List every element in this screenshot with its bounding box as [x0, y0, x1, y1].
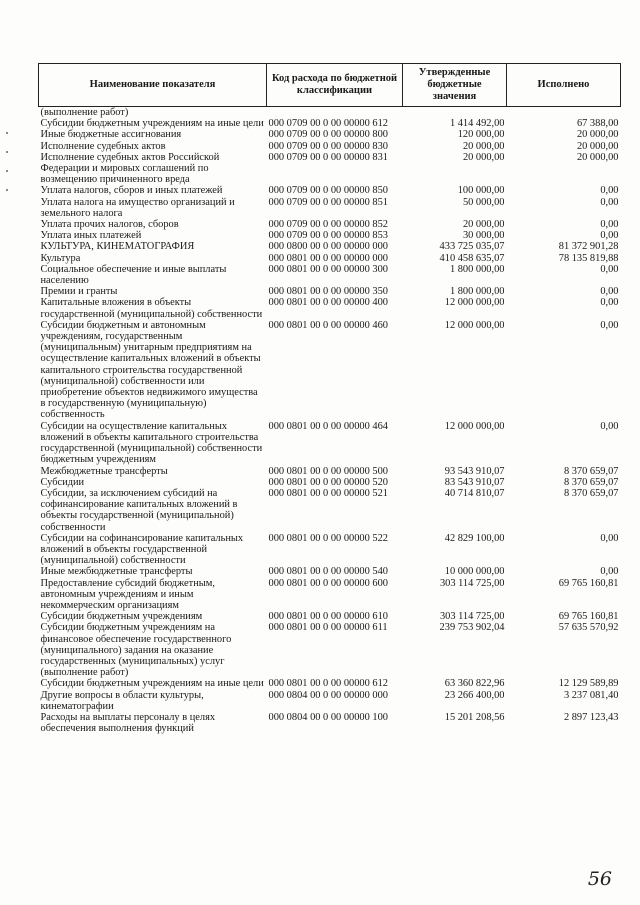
budget-table	[38, 63, 621, 734]
cell-executed: 0,00	[600, 230, 619, 242]
cell-approved: 30 000,00	[462, 230, 505, 242]
cell-name: Уплата иных платежей	[40, 230, 142, 242]
table-row	[39, 141, 621, 152]
cell-executed: 57 635 570,92	[558, 622, 619, 634]
cell-name: Субсидии бюджетным учреждениям	[40, 611, 203, 623]
cell-executed: 67 388,00	[576, 118, 619, 130]
table-row	[39, 578, 621, 612]
cell-approved: 12 000 000,00	[444, 297, 505, 309]
margin-mark	[6, 151, 8, 153]
cell-executed: 2 897 123,43	[563, 711, 619, 723]
cell-name: Иные межбюджетные трансферты	[40, 566, 193, 578]
cell-name: Премии и гранты	[40, 286, 118, 298]
cell-code: 000 0801 00 0 00 00000 610	[268, 611, 388, 623]
header-name: Наименование показателя	[39, 64, 267, 107]
cell-name: Другие вопросы в области культуры, кинематографии	[40, 689, 204, 712]
cell-executed: 78 135 819,88	[558, 252, 619, 264]
cell-executed: 81 372 901,28	[558, 241, 619, 253]
table-row	[39, 197, 621, 219]
cell-approved: 42 829 100,00	[444, 532, 505, 544]
table-row	[39, 241, 621, 252]
cell-name: Культура	[40, 252, 81, 264]
cell-approved: 12 000 000,00	[444, 319, 505, 331]
cell-executed: 8 370 659,07	[563, 487, 619, 499]
cell-code: 000 0801 00 0 00 00000 612	[268, 678, 388, 690]
cell-executed: 3 237 081,40	[563, 689, 619, 701]
cell-code: 000 0801 00 0 00 00000 460	[268, 319, 388, 331]
cell-executed: 0,00	[600, 219, 619, 231]
cell-executed: 20 000,00	[576, 129, 619, 141]
table-row	[39, 477, 621, 488]
cell-approved: 433 725 035,07	[439, 241, 505, 253]
cell-name: Субсидии бюджетным учреждениям на иные цели	[40, 678, 264, 690]
cell-name: Субсидии, за исключением субсидий на софинансирование капитальных вложений в объекты государственной (муниципальной) собственности	[40, 487, 238, 533]
cell-code: 000 0801 00 0 00 00000 300	[268, 263, 388, 275]
cell-name: Исполнение судебных актов	[40, 140, 166, 152]
cell-code: 000 0801 00 0 00 00000 350	[268, 286, 388, 298]
cell-approved: 12 000 000,00	[444, 420, 505, 432]
table-row	[39, 185, 621, 196]
table-row	[39, 230, 621, 241]
cell-name: Межбюджетные трансферты	[40, 465, 168, 477]
cell-approved: 20 000,00	[462, 140, 505, 152]
cell-approved: 40 714 810,07	[444, 487, 505, 499]
cell-name: Исполнение судебных актов Российской Федерации и мировых соглашений по возмещению причиненного вреда	[40, 151, 220, 186]
cell-approved: 20 000,00	[462, 219, 505, 231]
cell-code: 000 0709 00 0 00 00000 852	[268, 219, 388, 231]
cell-executed: 0,00	[600, 532, 619, 544]
cell-executed: 20 000,00	[576, 140, 619, 152]
cell-name: Субсидии бюджетным и автономным учреждениям, государственным (муниципальным) унитарным предприятиям на осуществление капитальных вложений в объекты капитального строительства государственной (муниципальной) собственности или приобретение объектов недвижимого имущества в государственную (муниципальную) собственность	[40, 319, 261, 421]
cell-name: Уплата прочих налогов, сборов	[40, 219, 179, 231]
cell-approved: 239 753 902,04	[439, 622, 505, 634]
cell-approved: 50 000,00	[462, 196, 505, 208]
cell-executed: 12 129 589,89	[558, 678, 619, 690]
cell-code: 000 0709 00 0 00 00000 831	[268, 151, 388, 163]
table-body	[39, 107, 621, 735]
cell-approved: 63 360 822,96	[444, 678, 505, 690]
cell-code: 000 0801 00 0 00 00000 521	[268, 487, 388, 499]
cell-approved	[403, 107, 507, 119]
cell-executed: 0,00	[600, 263, 619, 275]
cell-name: Субсидии бюджетным учреждениям на финансовое обеспечение государственного (муниципального) задания на оказание государственных (муниципальных) услуг (выполнение работ)	[40, 622, 232, 679]
cell-approved: 15 201 208,56	[444, 711, 505, 723]
cell-code: 000 0800 00 0 00 00000 000	[268, 241, 388, 253]
table-row	[39, 611, 621, 622]
cell-approved: 1 800 000,00	[449, 263, 505, 275]
cell-approved: 83 543 910,07	[444, 476, 505, 488]
cell-approved: 1 414 492,00	[449, 118, 505, 130]
cell-executed: 0,00	[600, 286, 619, 298]
cell-executed: 20 000,00	[576, 151, 619, 163]
table-row	[39, 253, 621, 264]
table-row	[39, 622, 621, 678]
cell-approved: 303 114 725,00	[439, 577, 505, 589]
cell-code: 000 0801 00 0 00 00000 611	[268, 622, 388, 634]
cell-name: Расходы на выплаты персоналу в целях обеспечения выполнения функций	[40, 711, 216, 735]
table-row	[39, 118, 621, 129]
cell-code: 000 0801 00 0 00 00000 540	[268, 566, 388, 578]
table-row	[39, 533, 621, 567]
header-code: Код расхода по бюджетной классификации	[267, 64, 403, 107]
table-row	[39, 712, 621, 734]
cell-executed: 0,00	[600, 566, 619, 578]
cell-name: КУЛЬТУРА, КИНЕМАТОГРАФИЯ	[40, 241, 195, 253]
cell-code: 000 0709 00 0 00 00000 853	[268, 230, 388, 242]
cell-name: Субсидии	[40, 476, 85, 488]
table-row	[39, 678, 621, 689]
table-row	[39, 421, 621, 466]
cell-executed: 69 765 160,81	[558, 577, 619, 589]
cell-code	[267, 107, 403, 119]
cell-approved: 20 000,00	[462, 151, 505, 163]
cell-executed: 0,00	[600, 297, 619, 309]
margin-mark	[6, 170, 8, 172]
cell-approved: 1 800 000,00	[449, 286, 505, 298]
cell-approved: 120 000,00	[457, 129, 505, 141]
cell-executed: 69 765 160,81	[558, 611, 619, 623]
cell-executed: 0,00	[600, 185, 619, 197]
cell-approved: 100 000,00	[457, 185, 505, 197]
table-row	[39, 466, 621, 477]
table-row	[39, 219, 621, 230]
cell-approved: 93 543 910,07	[444, 465, 505, 477]
cell-executed: 0,00	[600, 319, 619, 331]
cell-code: 000 0709 00 0 00 00000 830	[268, 140, 388, 152]
cell-code: 000 0709 00 0 00 00000 612	[268, 118, 388, 130]
cell-code: 000 0801 00 0 00 00000 000	[268, 252, 388, 264]
page-number: 56	[587, 868, 612, 890]
table-row	[39, 152, 621, 186]
cell-name: Уплата налога на имущество организаций и земельного налога	[40, 196, 235, 219]
cell-approved: 303 114 725,00	[439, 611, 505, 623]
cell-executed: 0,00	[600, 420, 619, 432]
cell-name: Социальное обеспечение и иные выплаты населению	[40, 263, 227, 287]
cell-name: Субсидии на софинансирование капитальных вложений в объекты государственной (муниципальной) собственности	[40, 532, 244, 567]
cell-name: Капитальные вложения в объекты государственной (муниципальной) собственности	[40, 297, 263, 320]
cell-name: Субсидии бюджетным учреждениям на иные цели	[40, 118, 264, 130]
table-row	[39, 566, 621, 577]
cell-code: 000 0804 00 0 00 00000 000	[268, 689, 388, 701]
table-row	[39, 286, 621, 297]
header-executed: Исполнено	[507, 64, 621, 107]
table-row	[39, 264, 621, 286]
margin-mark	[6, 189, 8, 191]
cell-name: Субсидии на осуществление капитальных вложений в объекты капитального строительства государственной (муниципальной) собственности бюджетным учреждениям	[40, 420, 263, 466]
cell-approved: 410 458 635,07	[439, 252, 505, 264]
cell-approved: 10 000 000,00	[444, 566, 505, 578]
cell-code: 000 0801 00 0 00 00000 464	[268, 420, 388, 432]
cell-executed: 0,00	[600, 196, 619, 208]
cell-code: 000 0801 00 0 00 00000 522	[268, 532, 388, 544]
table-row	[39, 488, 621, 533]
cell-code: 000 0804 00 0 00 00000 100	[268, 711, 388, 723]
cell-code: 000 0801 00 0 00 00000 500	[268, 465, 388, 477]
cell-code: 000 0801 00 0 00 00000 520	[268, 476, 388, 488]
cell-code: 000 0709 00 0 00 00000 800	[268, 129, 388, 141]
header-approved: Утвержденные бюджетные значения	[403, 64, 507, 107]
table-row	[39, 690, 621, 712]
table-row	[39, 320, 621, 421]
table-row	[39, 297, 621, 319]
cell-code: 000 0801 00 0 00 00000 400	[268, 297, 388, 309]
cell-code: 000 0801 00 0 00 00000 600	[268, 577, 388, 589]
margin-mark	[6, 132, 8, 134]
cell-executed: 8 370 659,07	[563, 465, 619, 477]
table-header	[39, 64, 621, 107]
cell-name: (выполнение работ)	[40, 107, 129, 118]
cell-name: Уплата налогов, сборов и иных платежей	[40, 185, 223, 197]
cell-approved: 23 266 400,00	[444, 689, 505, 701]
cell-name: Предоставление субсидий бюджетным, автономным учреждениям и иным некоммерческим организациям	[40, 577, 215, 611]
cell-executed: 8 370 659,07	[563, 476, 619, 488]
table-row	[39, 107, 621, 119]
cell-code: 000 0709 00 0 00 00000 851	[268, 196, 388, 208]
cell-code: 000 0709 00 0 00 00000 850	[268, 185, 388, 197]
cell-executed	[507, 107, 621, 119]
table-row	[39, 129, 621, 140]
cell-name: Иные бюджетные ассигнования	[40, 129, 182, 141]
